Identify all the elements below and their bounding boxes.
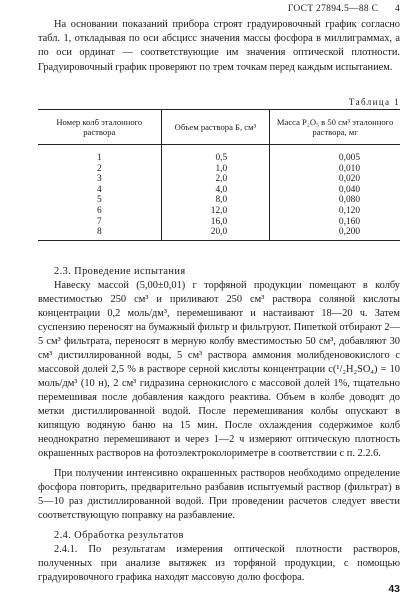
column-header-flask: Номер колб эталонного раствора bbox=[38, 110, 161, 145]
cell-flask: 5 bbox=[96, 195, 102, 206]
results-paragraph: 2.4.1. По результатам измерения оптической плотности растворов, полученных при анализе вытяжек из торфяной продукции, с помощью градуировочного графика находят массовую долю фосфора. bbox=[38, 544, 400, 583]
cell-flask: 8 bbox=[38, 227, 161, 240]
header-page-number: 4 bbox=[394, 4, 400, 14]
main-text bbox=[38, 265, 400, 585]
section-title-results: 2.4. Обработка результатов bbox=[54, 530, 184, 541]
cell-volume: 12,0 bbox=[161, 206, 270, 217]
calibration-table bbox=[38, 109, 400, 241]
cell-flask: 7 bbox=[96, 216, 102, 227]
cell-mass: 0,040 bbox=[270, 185, 400, 196]
table-row bbox=[38, 185, 400, 196]
standard-code: ГОСТ 27894.5—88 С bbox=[287, 4, 379, 14]
cell-volume: 8,0 bbox=[161, 195, 270, 206]
table-header-row bbox=[38, 110, 400, 145]
cell-volume: 16,0 bbox=[161, 217, 270, 228]
table-row bbox=[38, 227, 400, 240]
cell-mass: 0,005 bbox=[270, 145, 400, 164]
table-row bbox=[38, 164, 400, 175]
cell-flask: 6 bbox=[96, 205, 102, 216]
testing-procedure-paragraph: Навеску массой (5,00±0,01) г торфяной продукции помещают в колбу вместимостью 250 см³ и приливают 250 см³ раствора соляной кислоты концентрации 0,2 моль/дм³, перемешивают и настаивают 18—20 ч. Затем суспензию переносят на бумажный фильтр и фильтруют. Пипеткой отбирают 2—5 см³ фильтрата, переносят в мерную колбу вместимостью 50 см³, добавляют 30 см³ дистиллированной воды, 5 см³ раствора аммония молибденовокислого с массовой долей 2,5 % в растворе серной кислоты концентрации c(¹/₂H₂SO₄) = 10 моль/дм³ (10 н), 2 см³ гидразина сернокислого с массовой долей 1%, тщательно перемешивая после добавления каждого реактива. Объем в колбе доводят до метки дистиллированной водой. После перемешивания колбы опускают в кипящую водяную баню на 15 мин. После охлаждения содержимое колб неоднократно перемешивают и через 1—2 ч измеряют оптическую плотность окрашенных растворов на фотоэлектроколориметре в соответствии с п. 2.2.6. bbox=[38, 280, 400, 459]
cell-mass: 0,080 bbox=[270, 195, 400, 206]
section-title-testing: 2.3. Проведение испытания bbox=[54, 266, 186, 277]
cell-flask: 4 bbox=[96, 184, 102, 195]
cell-mass: 0,020 bbox=[270, 174, 400, 185]
cell-volume: 0,5 bbox=[161, 145, 270, 164]
table-caption: Таблица 1 bbox=[348, 97, 400, 107]
intro-paragraph-block bbox=[38, 18, 400, 75]
cell-flask: 3 bbox=[96, 174, 102, 185]
cell-flask: 1 bbox=[96, 153, 102, 163]
intro-paragraph: На основании показаний прибора строят градуировочный график согласно табл. 1, откладывая по оси абсцисс значения массы фосфора в миллиграммах, а по оси ординат — соответствующие им значения оптической плотности. Градуировочный график проверяют по трем точкам перед каждым испытанием. bbox=[38, 19, 400, 73]
page-number: 43 bbox=[388, 583, 400, 595]
column-header-volume: Объем раствора Б, см³ bbox=[161, 110, 270, 145]
table-row bbox=[38, 174, 400, 185]
page-header bbox=[288, 4, 400, 14]
cell-mass: 0,160 bbox=[270, 217, 400, 228]
cell-mass: 0,120 bbox=[270, 206, 400, 217]
cell-volume: 2,0 bbox=[161, 174, 270, 185]
cell-mass: 0,200 bbox=[270, 227, 400, 240]
cell-volume: 20,0 bbox=[161, 227, 270, 240]
table-row bbox=[38, 195, 400, 206]
dilution-paragraph: При получении интенсивно окрашенных растворов необходимо определение фосфора повторить, предварительно разбавив испытуемый раствор (фильтрат) в 5—10 раз дистиллированной водой. При проведении расчетов следует ввести соответствующую поправку на разбавление. bbox=[38, 468, 400, 521]
cell-flask: 2 bbox=[96, 163, 102, 174]
cell-mass: 0,010 bbox=[270, 164, 400, 175]
table-row bbox=[38, 145, 400, 164]
column-header-mass: Масса P₂O₅ в 50 см³ эталонного раствора, мг bbox=[270, 110, 400, 145]
table-row bbox=[38, 217, 400, 228]
cell-volume: 4,0 bbox=[161, 185, 270, 196]
table-row bbox=[38, 206, 400, 217]
cell-volume: 1,0 bbox=[161, 164, 270, 175]
